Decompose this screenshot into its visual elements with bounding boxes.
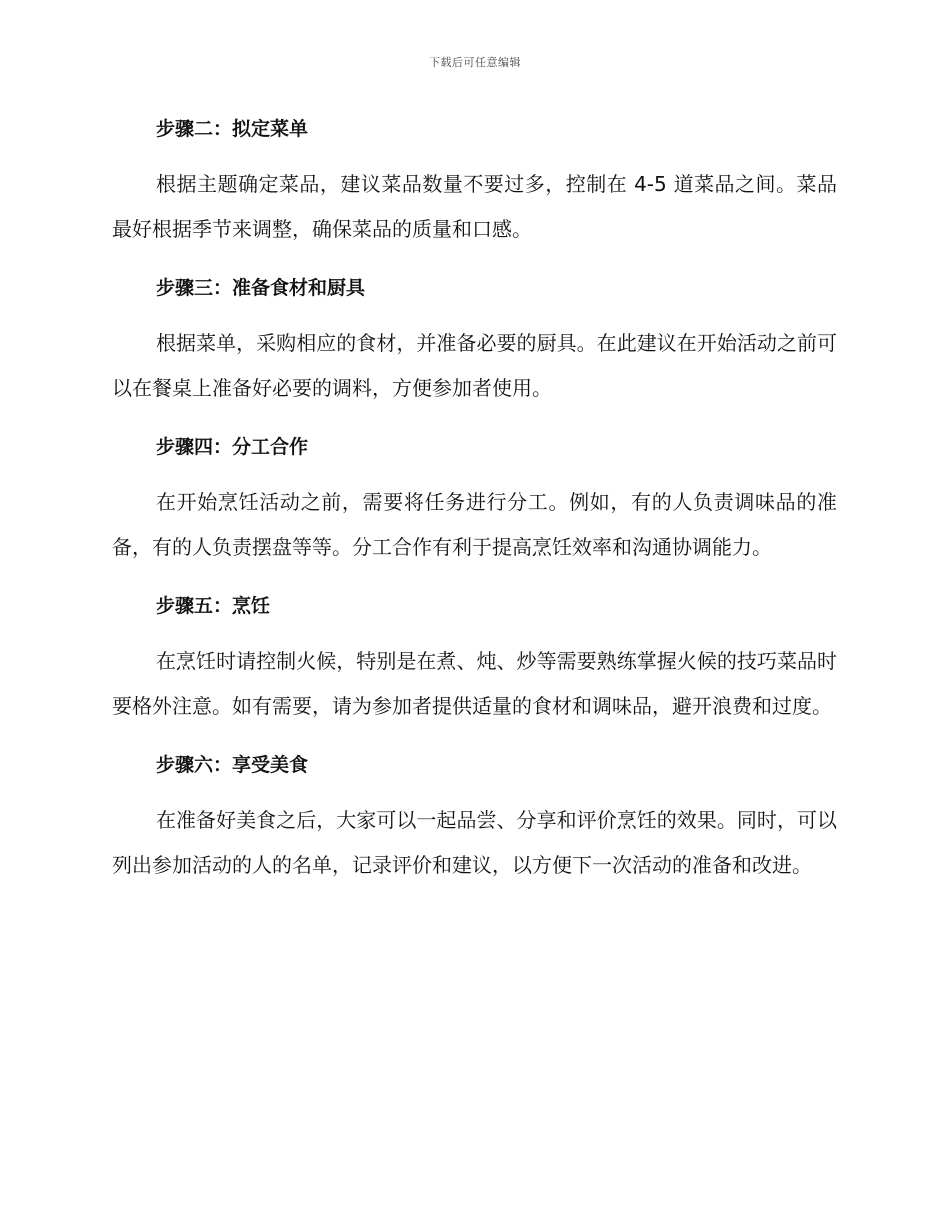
step-paragraph: 在烹饪时请控制火候，特别是在煮、炖、炒等需要熟练掌握火候的技巧菜品时要格外注意。如有需要，请为参加者提供适量的食材和调味品，避开浪费和过度。 [112,649,837,718]
step-section [112,271,837,410]
step-section [112,748,837,887]
step-paragraph: 根据主题确定菜品，建议菜品数量不要过多，控制在 4-5 道菜品之间。菜品最好根据季节来调整，确保菜品的质量和口感。 [112,172,837,241]
step-heading: 步骤三：准备食材和厨具 [156,277,366,299]
step-heading: 步骤五：烹饪 [156,595,271,617]
step-section [112,430,837,569]
step-paragraph: 在准备好美食之后，大家可以一起品尝、分享和评价烹饪的效果。同时，可以列出参加活动的人的名单，记录评价和建议，以方便下一次活动的准备和改进。 [112,808,837,877]
step-heading: 步骤六：享受美食 [156,754,309,776]
step-paragraph: 在开始烹饪活动之前，需要将任务进行分工。例如，有的人负责调味品的准备，有的人负责摆盘等等。分工合作有利于提高烹饪效率和沟通协调能力。 [112,490,837,559]
header-note: 下载后可任意编辑 [429,56,521,69]
step-section [112,112,837,251]
document-content [112,112,837,907]
step-section [112,589,837,728]
step-heading: 步骤四：分工合作 [156,436,309,458]
step-heading: 步骤二：拟定菜单 [156,118,309,140]
step-paragraph: 根据菜单，采购相应的食材，并准备必要的厨具。在此建议在开始活动之前可以在餐桌上准备好必要的调料，方便参加者使用。 [112,331,837,400]
